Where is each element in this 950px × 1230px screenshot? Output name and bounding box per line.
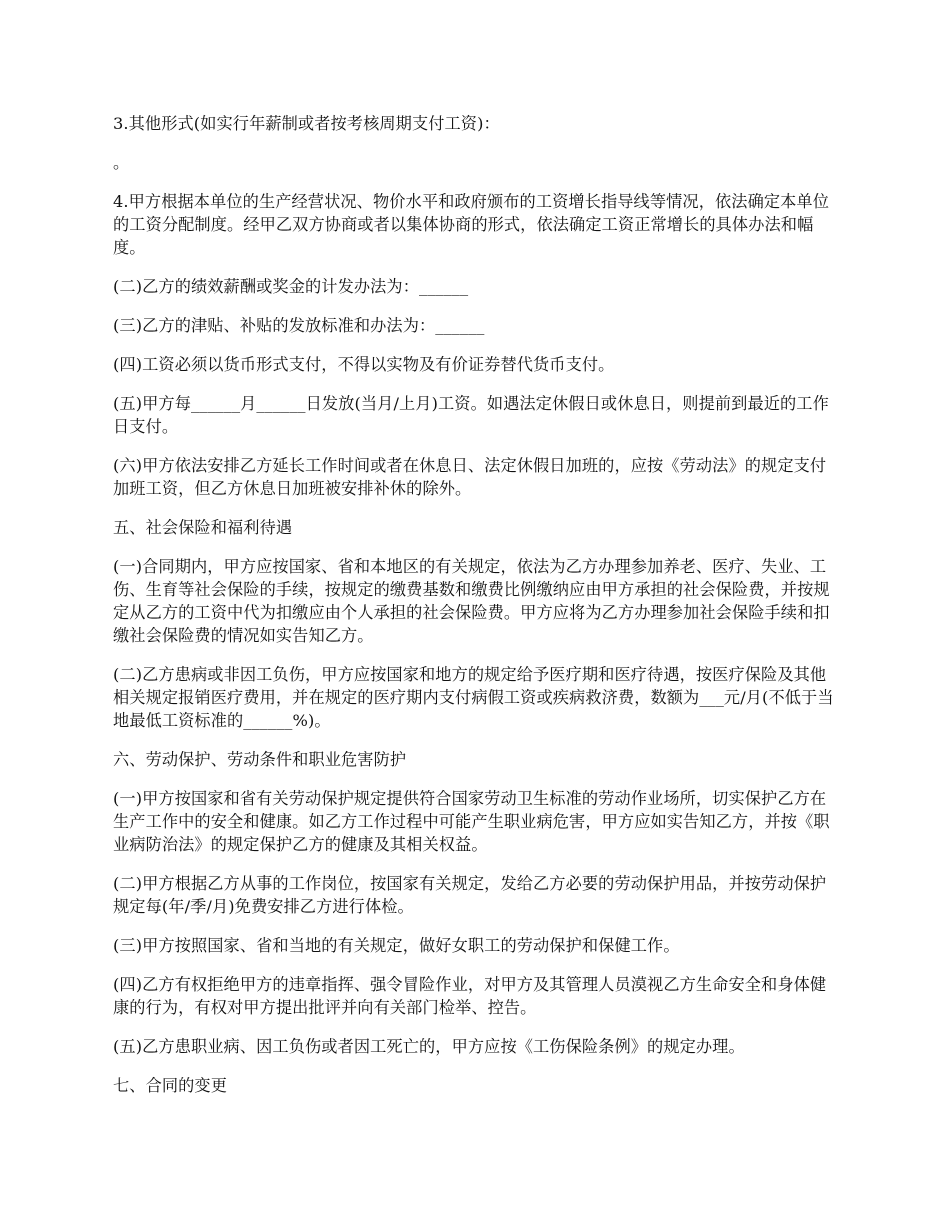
paragraph-other-forms: 3.其他形式(如实行年薪制或者按考核周期支付工资)： bbox=[113, 114, 500, 133]
paragraph-currency-payment: (四)工资必须以货币形式支付，不得以实物及有价证券替代货币支付。 bbox=[113, 355, 615, 374]
section-heading-labor-protection: 六、劳动保护、劳动条件和职业危害防护 bbox=[113, 750, 407, 769]
paragraph-social-insurance: (一)合同期内，甲方应按国家、省和本地区的有关规定，依法为乙方办理参加养老、医疗、失业、工伤、生育等社会保险的手续，按规定的缴费基数和缴费比例缴纳应由甲方承担的社会保险费，并按规定从乙方的工资中代为扣缴应由个人承担的社会保险费。甲方应将为乙方办理参加社会保险手续和扣缴社会保险费的情况如实告知乙方。 bbox=[113, 557, 830, 645]
paragraph-performance-pay: (二)乙方的绩效薪酬或奖金的计发办法为：______ bbox=[113, 277, 469, 296]
paragraph-workplace-safety: (一)甲方按国家和省有关劳动保护规定提供符合国家劳动卫生标准的劳动作业场所，切实保护乙方在生产工作中的安全和健康。如乙方工作过程中可能产生职业病危害，甲方应如实告知乙方，并按《职业病防治法》的规定保护乙方的健康及其相关权益。 bbox=[113, 789, 830, 854]
paragraph-medical-leave: (二)乙方患病或非因工负伤，甲方应按国家和地方的规定给予医疗期和医疗待遇，按医疗保险及其他相关规定报销医疗费用，并在规定的医疗期内支付病假工资或疾病救济费，数额为___元/月(不低于当地最低工资标准的______%)。 bbox=[113, 665, 834, 730]
paragraph-allowances: (三)乙方的津贴、补贴的发放标准和办法为：______ bbox=[113, 316, 485, 335]
paragraph-wage-system: 4.甲方根据本单位的生产经营状况、物价水平和政府颁布的工资增长指导线等情况，依法确定本单位的工资分配制度。经甲乙双方协商或者以集体协商的形式，依法确定工资正常增长的具体办法和幅度。 bbox=[113, 192, 830, 257]
paragraph-female-workers: (三)甲方按照国家、省和当地的有关规定，做好女职工的劳动保护和保健工作。 bbox=[113, 936, 680, 955]
paragraph-right-to-refuse: (四)乙方有权拒绝甲方的违章指挥、强令冒险作业，对甲方及其管理人员漠视乙方生命安全和身体健康的行为，有权对甲方提出批评并向有关部门检举、控告。 bbox=[113, 975, 827, 1017]
paragraph-pay-date: (五)甲方每______月______日发放(当月/上月)工资。如遇法定休假日或休息日，则提前到最近的工作日支付。 bbox=[113, 394, 829, 436]
paragraph-protective-equipment: (二)甲方根据乙方从事的工作岗位，按国家有关规定，发给乙方必要的劳动保护用品，并按劳动保护规定每(年/季/月)免费安排乙方进行体检。 bbox=[113, 874, 827, 916]
paragraph-occupational-injury: (五)乙方患职业病、因工负伤或者因工死亡的，甲方应按《工伤保险条例》的规定办理。 bbox=[113, 1037, 745, 1056]
document-body bbox=[113, 112, 840, 1113]
paragraph-overtime: (六)甲方依法安排乙方延长工作时间或者在休息日、法定休假日加班的，应按《劳动法》的规定支付加班工资，但乙方休息日加班被安排补休的除外。 bbox=[113, 456, 827, 498]
paragraph-blank-period: 。 bbox=[113, 153, 130, 172]
section-heading-contract-change: 七、合同的变更 bbox=[113, 1076, 228, 1095]
section-heading-social-insurance: 五、社会保险和福利待遇 bbox=[113, 518, 293, 537]
